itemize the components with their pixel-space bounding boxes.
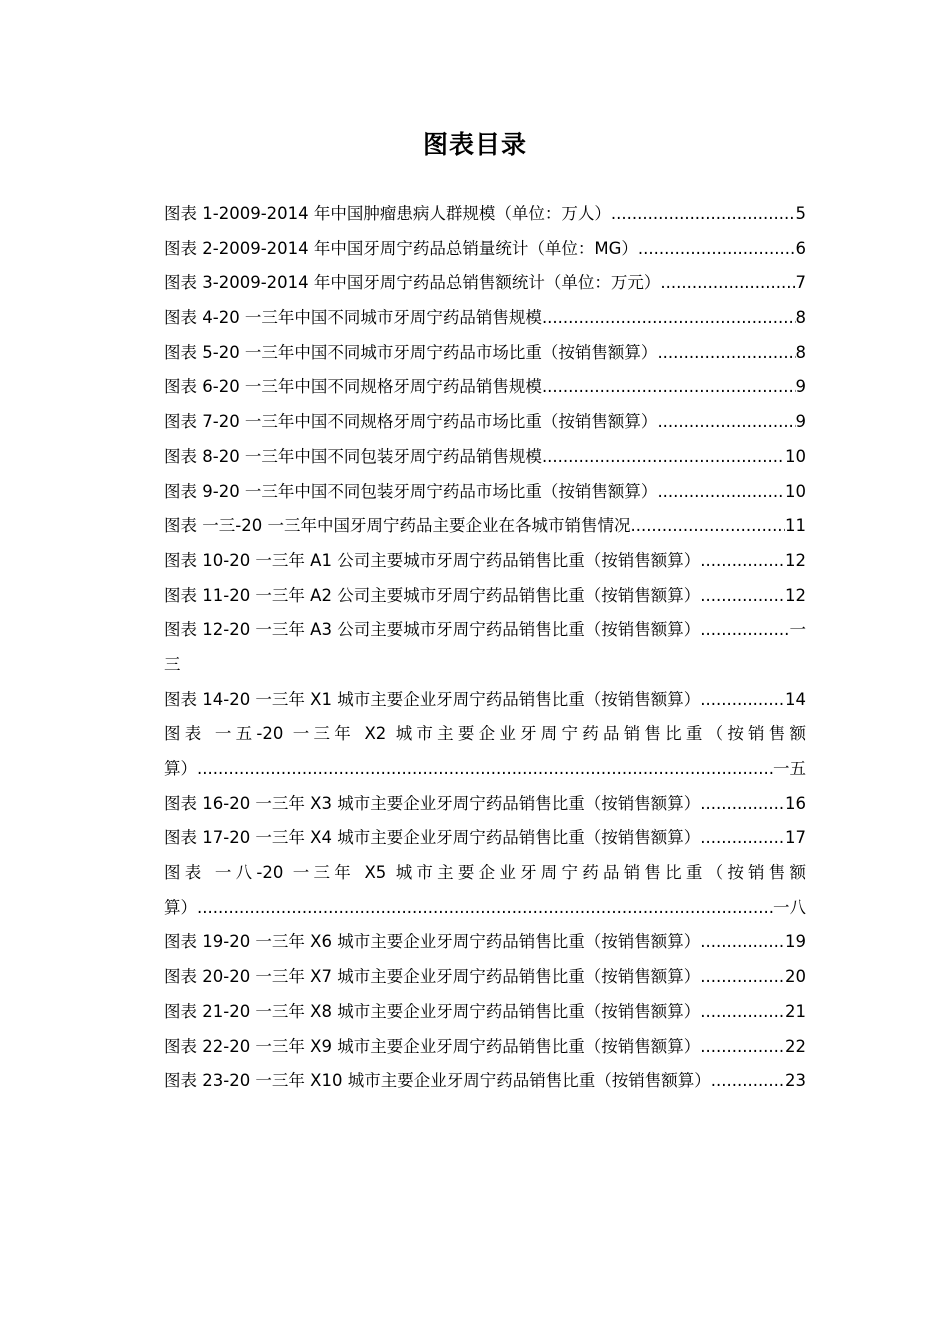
- toc-entry-label: 图表 6-20 一三年中国不同规格牙周宁药品销售规模: [164, 377, 542, 397]
- toc-entry-page-number: 14: [785, 689, 806, 709]
- toc-entry[interactable]: [164, 370, 806, 405]
- dot-leader: [542, 370, 796, 405]
- toc-entry-page-number: 21: [785, 1001, 806, 1021]
- toc-entry-page-number: 17: [785, 828, 806, 848]
- dot-leader: [197, 891, 773, 926]
- dot-leader: [657, 475, 785, 510]
- dot-leader: [542, 440, 785, 475]
- toc-entry[interactable]: [164, 925, 806, 960]
- dot-leader: [197, 752, 773, 787]
- toc-entry-label: 图表 20-20 一三年 X7 城市主要企业牙周宁药品销售比重（按销售额算）: [164, 967, 701, 987]
- toc-entry-page-number: 9: [795, 412, 806, 432]
- toc-list: [164, 197, 806, 1099]
- toc-entry-page-number: 23: [785, 1071, 806, 1091]
- toc-entry-label: 图表 17-20 一三年 X4 城市主要企业牙周宁药品销售比重（按销售额算）: [164, 828, 701, 848]
- toc-entry-label: 图表 21-20 一三年 X8 城市主要企业牙周宁药品销售比重（按销售额算）: [164, 1001, 701, 1021]
- toc-entry-page-number: 22: [785, 1036, 806, 1056]
- toc-entry-page-number: 一五: [773, 759, 806, 779]
- dot-leader: [700, 1030, 785, 1065]
- dot-leader: [700, 613, 789, 648]
- toc-entry[interactable]: [164, 336, 806, 371]
- toc-entry-label: 图表 12-20 一三年 A3 公司主要城市牙周宁药品销售比重（按销售额算）: [164, 620, 701, 640]
- toc-entry-page-number: 10: [785, 481, 806, 501]
- toc-entry[interactable]: [164, 266, 806, 301]
- toc-entry-label: 图表 4-20 一三年中国不同城市牙周宁药品销售规模: [164, 308, 542, 328]
- toc-entry[interactable]: [164, 509, 806, 544]
- toc-entry[interactable]: [164, 683, 806, 718]
- toc-entry[interactable]: [164, 197, 806, 232]
- toc-entry-page-number: 8: [795, 342, 806, 362]
- toc-entry-page-number: 9: [795, 377, 806, 397]
- toc-entry[interactable]: [164, 717, 806, 786]
- toc-entry-label: 图表 19-20 一三年 X6 城市主要企业牙周宁药品销售比重（按销售额算）: [164, 932, 701, 952]
- dot-leader: [700, 925, 785, 960]
- dot-leader: [638, 232, 796, 267]
- toc-entry[interactable]: [164, 995, 806, 1030]
- toc-entry-page-continuation: 三: [164, 654, 181, 674]
- toc-entry-page-number: 16: [785, 793, 806, 813]
- toc-entry-label: 图表 一五-20 一三年 X2 城市主要企业牙周宁药品销售比重（按销售额: [164, 724, 806, 744]
- dot-leader: [542, 301, 796, 336]
- toc-entry-page-number: 12: [785, 585, 806, 605]
- toc-entry-page-number: 8: [795, 308, 806, 328]
- dot-leader: [700, 995, 785, 1030]
- toc-entry-label: 图表 2-2009-2014 年中国牙周宁药品总销量统计（单位：MG）: [164, 238, 638, 258]
- toc-entry-label: 图表 16-20 一三年 X3 城市主要企业牙周宁药品销售比重（按销售额算）: [164, 793, 701, 813]
- toc-entry-label-continuation: 算）: [164, 897, 197, 917]
- toc-entry[interactable]: [164, 232, 806, 267]
- toc-entry-label: 图表 5-20 一三年中国不同城市牙周宁药品市场比重（按销售额算）: [164, 342, 658, 362]
- toc-entry-label: 图表 一三-20 一三年中国牙周宁药品主要企业在各城市销售情况: [164, 516, 631, 536]
- toc-entry-page-number: 一八: [773, 897, 806, 917]
- toc-entry-label: 图表 9-20 一三年中国不同包装牙周宁药品市场比重（按销售额算）: [164, 481, 658, 501]
- toc-entry-page-number: 5: [795, 204, 806, 223]
- dot-leader: [711, 1064, 785, 1099]
- toc-entry-label: 图表 22-20 一三年 X9 城市主要企业牙周宁药品销售比重（按销售额算）: [164, 1036, 701, 1056]
- toc-entry[interactable]: [164, 475, 806, 510]
- toc-entry-label: 图表 10-20 一三年 A1 公司主要城市牙周宁药品销售比重（按销售额算）: [164, 550, 701, 570]
- toc-entry-page-number: 一: [789, 620, 806, 640]
- dot-leader: [700, 787, 785, 822]
- toc-entry[interactable]: [164, 856, 806, 925]
- toc-entry-page-number: 7: [795, 273, 806, 293]
- toc-entry[interactable]: [164, 787, 806, 822]
- toc-entry[interactable]: [164, 1064, 806, 1099]
- toc-entry-label: 图表 14-20 一三年 X1 城市主要企业牙周宁药品销售比重（按销售额算）: [164, 689, 701, 709]
- toc-entry[interactable]: [164, 544, 806, 579]
- toc-entry-page-number: 12: [785, 550, 806, 570]
- toc-entry[interactable]: [164, 405, 806, 440]
- toc-entry-page-number: 6: [795, 238, 806, 258]
- toc-entry[interactable]: [164, 613, 806, 682]
- toc-entry-label: 图表 一八-20 一三年 X5 城市主要企业牙周宁药品销售比重（按销售额: [164, 863, 806, 883]
- toc-entry[interactable]: [164, 440, 806, 475]
- dot-leader: [630, 509, 785, 544]
- toc-entry-label: 图表 3-2009-2014 年中国牙周宁药品总销售额统计（单位：万元）: [164, 273, 661, 293]
- toc-entry[interactable]: [164, 960, 806, 995]
- dot-leader: [660, 266, 795, 301]
- toc-entry-label: 图表 11-20 一三年 A2 公司主要城市牙周宁药品销售比重（按销售额算）: [164, 585, 701, 605]
- dot-leader: [700, 544, 785, 579]
- toc-entry-page-number: 10: [785, 446, 806, 466]
- dot-leader: [657, 405, 795, 440]
- toc-entry[interactable]: [164, 1030, 806, 1065]
- toc-entry-page-number: 19: [785, 932, 806, 952]
- toc-entry-label-continuation: 算）: [164, 759, 197, 779]
- toc-entry[interactable]: [164, 821, 806, 856]
- toc-entry[interactable]: [164, 301, 806, 336]
- dot-leader: [700, 821, 785, 856]
- toc-entry[interactable]: [164, 579, 806, 614]
- toc-entry-label: 图表 23-20 一三年 X10 城市主要企业牙周宁药品销售比重（按销售额算）: [164, 1071, 711, 1091]
- page-title: 图表目录: [422, 130, 527, 159]
- toc-entry-page-number: 11: [785, 516, 806, 536]
- dot-leader: [657, 336, 795, 371]
- dot-leader: [611, 197, 796, 232]
- dot-leader: [700, 579, 785, 614]
- toc-entry-label: 图表 7-20 一三年中国不同规格牙周宁药品市场比重（按销售额算）: [164, 412, 658, 432]
- dot-leader: [700, 960, 785, 995]
- toc-entry-label: 图表 8-20 一三年中国不同包装牙周宁药品销售规模: [164, 446, 542, 466]
- toc-entry-label: 图表 1-2009-2014 年中国肿瘤患病人群规模（单位：万人）: [164, 204, 611, 223]
- dot-leader: [700, 683, 785, 718]
- toc-entry-page-number: 20: [785, 967, 806, 987]
